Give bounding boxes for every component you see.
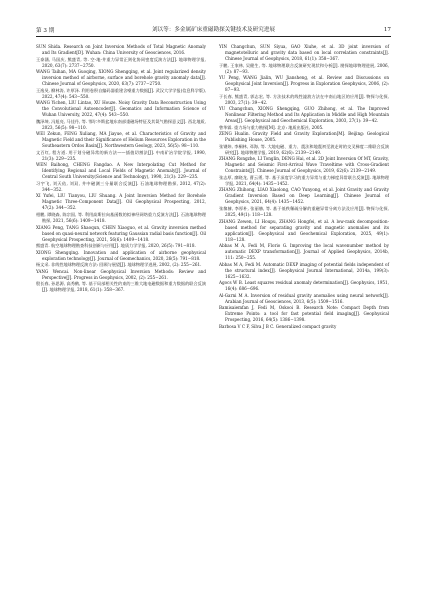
reference-entry: XI Yufei, LIU Tianyou, LIU Shuang. A Joint Inversion Method for Borehole Magnetic Three-Component Data[J]. Oil Geophysical Prospecting, 2012, 47(2): 344−352. [36, 193, 206, 211]
reference-entry: Abbas M A, Fedi M. Automatic DEXP imaging of potential fields independent of the structural index[J]. Geophysical Journal International, 2014a, 199(3): 1625−1632. [219, 261, 389, 279]
reference-entry: XIANG Peng, TANG Shaoqun, CHEN Xiaoguo, et al. Gravity inversion method based on quasi-neural network featuring Gaussian radial basis function[J]. Oil Geophysical Prospecting, 2021, 56(6): 1409−1418. [36, 224, 206, 242]
references-right-column [219, 44, 389, 330]
reference-entry: 熊盛青. 航空地球物理勘查科技创新与应用[J]. 地质力学学报, 2020, 26(5): 791−818. [36, 243, 196, 249]
reference-entry: Bamisaiemfan J, Fedi M, Oskooi B. Research Note: Compact Depth from Extreme Points: a tool for fast potential field imaging[J]. Geophysical Prospecting, 2016, 64(5): 1386−1398. [219, 305, 389, 323]
reference-entry: 杨文采. 非线性地球物理反演方法: 回顾与展望[J]. 地球物理学进展, 2002, (2): 255−261. [36, 262, 202, 268]
reference-entry: 魏泽坤, 冯旭亮, 马佳丹, 等. 鄂尔多斯盆地东南部重磁场特征及其氦气勘探意义[J]. 西北地质, 2023, 56(5): 98−110. [36, 118, 206, 130]
reference-entry: 曾华霖. 重力场与重力勘探[M]. 北京: 地质出版社, 2005. [219, 124, 324, 130]
reference-entry: 殷长春, 孙思源, 高秀鹤, 等. 基于局部相关性约束的三维大地电磁数据和重力数据的联合反演[J]. 地球物理学报, 2018, 61(1): 358−367. [36, 281, 206, 293]
header-rule [36, 36, 391, 37]
reference-entry: 王逸旻, 柳林涛, 许厚泽. 利用卷积自编码器重建含噪重力数据[J]. 武汉大学学报(信息科学版), 2022, 47(4): 543−550. [36, 87, 206, 99]
reference-entry: XIONG Shengqing. Innovation and application of airborne geophysical exploration technology[J]. Journal of Geomechanics, 2020, 26(5): 791−818. [36, 249, 206, 261]
reference-entry: 于鹏, 王家林, 吴健生, 等. 地球物理联合反演研究现状和分析[J]. 勘探地球物理进展, 2006, (2): 87−93. [219, 62, 389, 74]
reference-entry: ZHANG Zhihong, LIAO Xiaolong, CAO Yunyong, et al. Joint Gravity and Gravity Gradient Inversion Based on Deep Learning[J]. Chinese Journal of Geophysics, 2021, 64(4): 1435−1452. [219, 187, 389, 205]
issue-label: 第 3 期 [36, 27, 55, 34]
reference-entry: YANG Wencai. Non-linear Geophysical Inversion Methods: Review and Perspective[J]. Progress in Geophysics, 2002, (2): 255−261. [36, 268, 206, 280]
reference-entry: Barbosa V C F, Silva J B C. Generalized compact gravity [219, 323, 337, 329]
reference-entry: WANG Taihan, MA Guoqing, XIONG Shengqing, et al. Joint regularized density inversion method of airborne, surface and borehole gravity anomaly data[J]. Chinese Journal of Geophysics, 2020, 63(7): 2737−2750. [36, 69, 206, 87]
reference-entry: 张钢炜, 李桐林, 邓海, 等. 大地电磁、重力、震法和地震初至波走时的交叉梯度二维联合反演研究[J]. 地球物理学报, 2019, 62(6): 2139−2149. [219, 143, 389, 155]
reference-entry: 王泰涵, 马国庆, 熊盛青, 等. 空-地-井重力异常正则化协同密度反演方法[J]. 地球物理学报, 2020, 63(7): 2737−2750. [36, 56, 206, 68]
article-title: 刘以等：多金属矿床重磁勘探关键技术及研究进展 [151, 27, 276, 33]
page-number: 17 [383, 26, 391, 33]
reference-entry: Abbas M A, Fedi M, Florio G. Improving the local wavenumber method by automatic DEXP transformation[J]. Journal of Applied Geophysics, 2014b, 111: 250−255. [219, 243, 389, 261]
reference-entry: WANG Yichen, LIU Lintao, XU Houze. Noisy Gravity Data Reconstruction Using the Convolutional Autoencoder[J]. Geomatics and Information Science of Wuhan University, 2022, 47(4): 543−550. [36, 100, 206, 118]
running-header [36, 25, 391, 34]
reference-entry: 习宇飞, 刘天佑, 刘双, 井中磁测三分量联合反演[J]. 石油地球物理勘探, 2012, 47(2): 344−352. [36, 180, 206, 192]
reference-entry: ZHANG Zewen, LI Houpu, ZHANG Hongfei, et al. A low-rank decomposition-based method for separating gravity and magnetic anomalies and its application[J]. Geophysical and Geochemical Exploration, 2025, 49(1): 118−128. [219, 218, 389, 242]
reference-entry: ZHANG Rongzhe, LI Tonglin, DENG Hai, et al. 2D Joint Inversion Of MT, Gravity, Magnetic and Seismic First-Arrival Wave Traveltime with Cross-Gradient Constraints[J]. Chinese Journal of Geophysics, 2019, 62(6): 2139−2149. [219, 156, 389, 174]
reference-entry: 文百红, 程方道. 用于划分磁异常的新方法——插值切割法[J]. 中南矿冶学院学报, 1990, 21(3): 229−235. [36, 149, 206, 161]
reference-entry: Agocs W B. Least squares residual anomaly determination[J]. Geophysics, 1951, 16(4): 686−696. [219, 280, 389, 292]
references-left-column [36, 44, 206, 294]
reference-entry: WEN Baihong, CHENG Fangdao. A New Interpolating Cut Method for Identifying Regional and Local Fields of Magnetic Anomaly[J]. Journal of Central South University(Science and Technology), 1990, 21(3): 229−235. [36, 162, 206, 180]
reference-entry: 张黎赫, 李厚朴, 张丽赫, 等. 基于低秩稀疏分解的重磁异常分离方法及应用[J]. 物探与化探, 2025, 49(1): 118−128. [219, 206, 389, 218]
reference-entry: YU Peng, WANG Jialin, WU Jiansheng, et al. Review and Discussions on Geophysical Joint Inversion[J]. Progress in Exploration Geophysics, 2006, (2): 87−93. [219, 75, 389, 93]
reference-entry: 张志厚, 廖晓龙, 曹云勇, 等. 基于深度学习的重力异常与重力梯度异常联合反演[J]. 地球物理学报, 2021, 64(4): 1435−1452. [219, 174, 389, 186]
reference-entry: YIN Changchun, SUN Siyua, GAO Xiuhe, et al. 3D joint inversion of magnetotelluric and gravity data based on local correlation constraints[J]. Chinese Journal of Geophysics, 2018, 61(1): 358−367. [219, 44, 389, 61]
reference-entry: 相鹏, 谭晓森, 陈宗国, 等. 利用高斯拉向基函数的拟神经网络重力反演方法[J]. 石油地球物理勘探, 2021, 56(6): 1409−1418. [36, 212, 206, 224]
reference-entry: 于长春, 熊盛青, 郭志宏, 等. 方法技术的线性滤波方法在中南山地区的应用[J]. 物探与化探, 2003, 27(1): 39−42. [219, 93, 389, 105]
reference-entry: YU Changchun, XIONG Shengqing, GUO Zhihong, et al. The Improved Nonlinear Filtering Method and Its Application in Middle and High Mountain Areas[J]. Geophysical and Geochemical Exploration, 2003, 27(1): 39−42. [219, 106, 389, 124]
reference-entry: SUN Shida. Research on Joint Inversion Methods of Total Magnetic Anomaly and Its Gradient[D]. Wuhan: China University of Geosciences, 2016. [36, 44, 206, 55]
reference-entry: Al-Garni M A. Inversion of residual gravity anomalies using neural network[J]. Arabian Journal of Geosciences, 2013, 6(5): 1509−1516. [219, 292, 389, 304]
reference-entry: WEI Zekun, FENG Xuliang, MA Jiayue, et al. Characteristics of Gravity and Magnetic Field and their Significance of Helium Resources Exploration in the Southeastern Ordos Basin[J]. Northwestern Geology, 2023, 56(5): 98−110. [36, 131, 206, 149]
reference-entry: ZENG Hualin. Gravity Field and Gravity Exploration[M]. Beijing: Geological Publishing House, 2005. [219, 131, 389, 143]
